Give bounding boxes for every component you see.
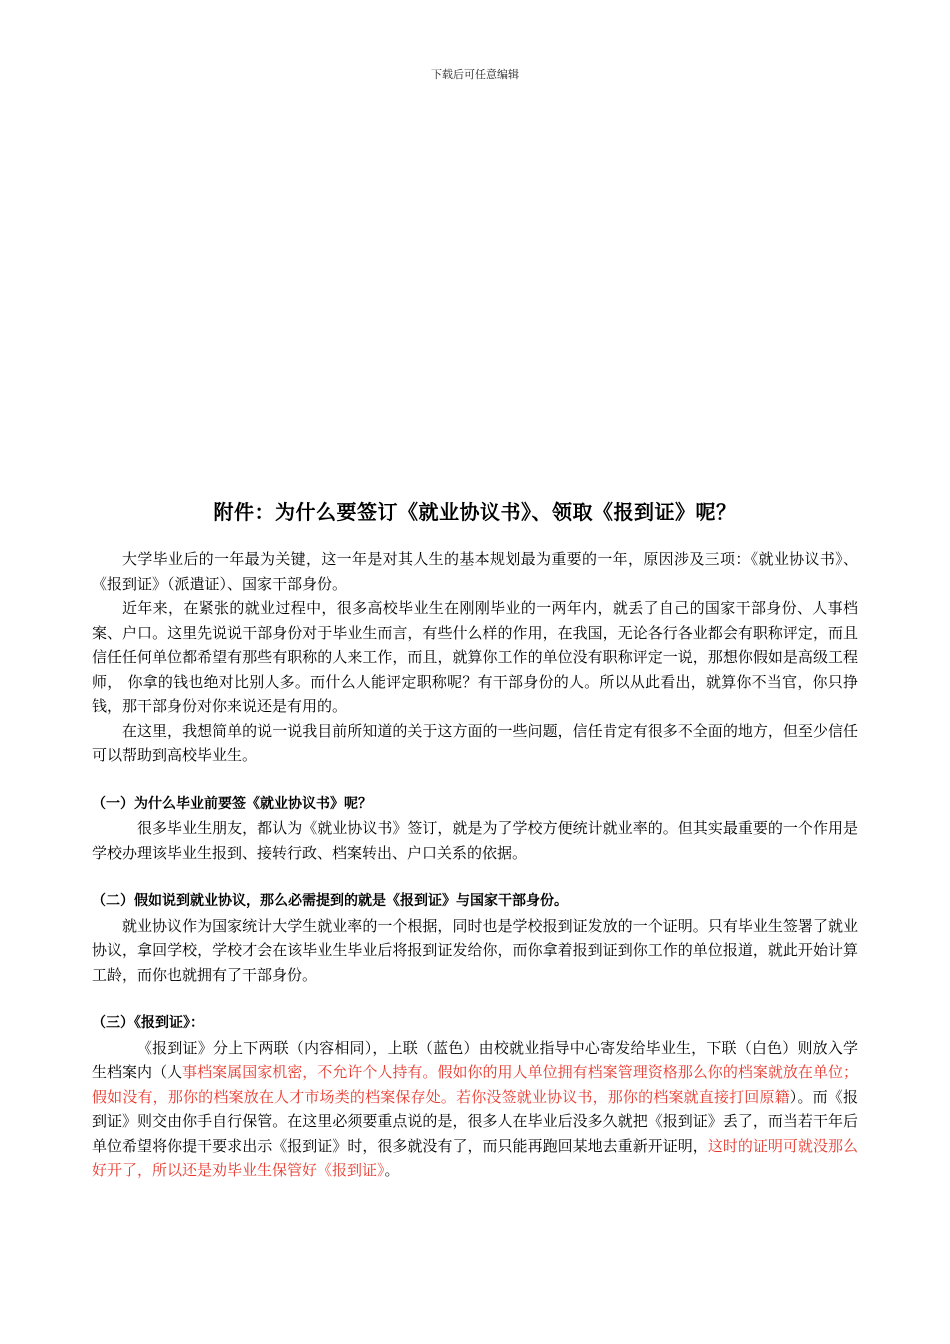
intro-paragraph-3: 在这里，我想简单的说一说我目前所知道的关于这方面的一些问题，信任肯定有很多不全面的地方，但至少信任可以帮助到高校毕业生。 bbox=[92, 721, 858, 764]
section-3-body bbox=[92, 1036, 858, 1183]
intro-paragraph-2: 近年来，在紧张的就业过程中，很多高校毕业生在刚刚毕业的一两年内，就丢了自己的国家干部身份、人事档案、户口。这里先说说干部身份对于毕业生而言，有些什么样的作用，在我国，无论各行各业都会有职称评定，而且信任任何单位都希望有那些有职称的人来工作，而且，就算你工作的单位没有职称评定一说，那想你假如是高级工程师， 你拿的钱也绝对比别人多。而什么人能评定职称呢？有干部身份的人。所以从此看出，就算你不当官，你只挣钱，那干部身份对你来说还是有用的。 bbox=[92, 599, 858, 715]
intro-paragraph-1: 大学毕业后的一年最为关键，这一年是对其人生的基本规划最为重要的一年，原因涉及三项：《就业协议书》、《报到证》（派遣证）、国家干部身份。 bbox=[92, 550, 858, 593]
section-3-text-1: 《报到证》分上下两联（内容相同），上联（蓝色）由校就业指导中心寄发给毕业生，下联（白色）则放入学生档案内（人 bbox=[92, 1038, 858, 1081]
section-2-heading: （二）假如说到就业协议，那么必需提到的就是《报到证》与国家干部身份。 bbox=[92, 893, 568, 909]
section-3-heading: （三）《报到证》： bbox=[92, 1015, 204, 1031]
document-title: 附件：为什么要签订《就业协议书》、领取《报到证》呢？ bbox=[213, 500, 737, 524]
section-3-text-3: 。 bbox=[384, 1161, 400, 1179]
spacer bbox=[92, 987, 858, 1011]
spacer bbox=[92, 865, 858, 889]
section-3-text-2: ）。而《报到证》则交由你手自行保管。在这里必须要重点说的是，很多人在毕业后没多久就把《报到证》丢了，而当若干年后单位希望将你提干要求出示《报到证》时，很多就没有了，而只能再跑回某地去重新开证明， bbox=[92, 1087, 858, 1155]
section-3-highlight-2: 这时的证明可就没那么好开了，所以还是劝毕业生保管好《报到证》 bbox=[92, 1136, 858, 1179]
header-note: 下载后可任意编辑 bbox=[431, 68, 519, 81]
spacer bbox=[92, 768, 858, 792]
document-body bbox=[92, 547, 858, 1183]
section-3-highlight-1: 事档案属国家机密，不允许个人持有。假如你的用人单位拥有档案管理资格那么你的档案就放在单位；假如没有，那你的档案放在人才市场类的档案保存处。若你没签就业协议书，那你的档案就直接打回原籍 bbox=[92, 1063, 858, 1106]
section-2-body: 就业协议作为国家统计大学生就业率的一个根据，同时也是学校报到证发放的一个证明。只有毕业生签署了就业协议，拿回学校，学校才会在该毕业生毕业后将报到证发给你，而你拿着报到证到你工作的单位报道，就此开始计算工龄，而你也就拥有了干部身份。 bbox=[92, 916, 858, 984]
section-1-heading: （一）为什么毕业前要签《就业协议书》呢？ bbox=[92, 795, 372, 812]
section-1-body: 很多毕业生朋友，都认为《就业协议书》签订，就是为了学校方便统计就业率的。但其实最重要的一个作用是学校办理该毕业生报到、接转行政、档案转出、户口关系的依据。 bbox=[92, 819, 858, 862]
